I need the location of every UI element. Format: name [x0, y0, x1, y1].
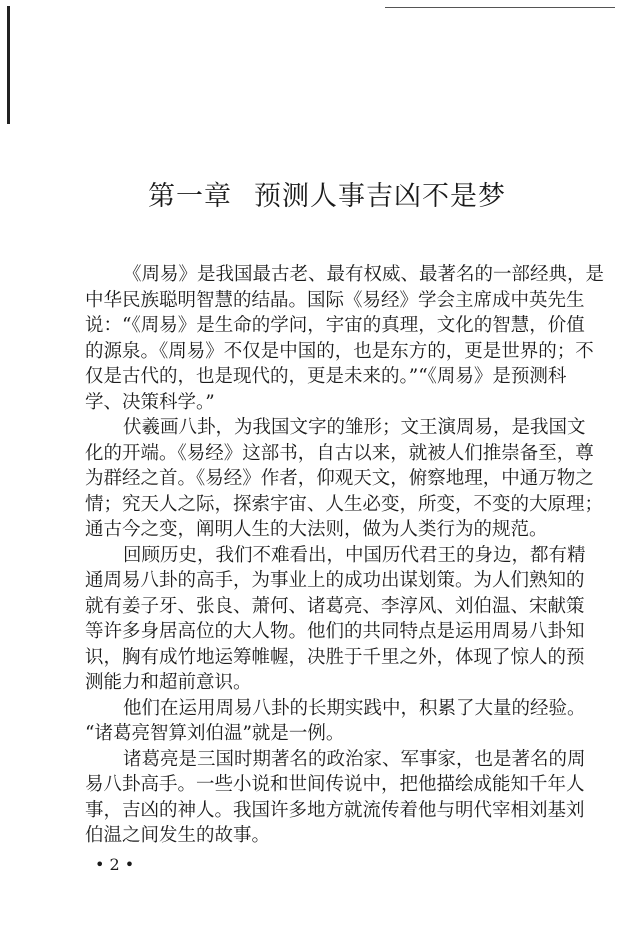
text-line: 就有姜子牙、张良、萧何、诸葛亮、李淳风、刘伯温、宋献策 — [85, 595, 585, 617]
text-line: 通古今之变，阐明人生的大法则，做为人类行为的规范。 — [85, 519, 548, 540]
chapter-title: 预测人事吉凶不是梦 — [254, 181, 506, 212]
text-line: 测能力和超前意识。 — [85, 672, 252, 693]
text-line: 化的开端。《易经》这部书，自古以来，就被人们推崇备至，尊 — [85, 442, 594, 464]
text-line: 说：“《周易》是生命的学问，宇宙的真理，文化的智慧，价值 — [85, 315, 585, 336]
paragraph — [85, 543, 586, 696]
text-line: 中华民族聪明智慧的结晶。国际《易经》学会主席成中英先生 — [85, 289, 585, 311]
text-line: 事，吉凶的神人。我国许多地方就流传着他与明代宰相刘基刘 — [85, 799, 585, 821]
text-line: 《周易》是我国最古老、最有权威、最著名的一部经典，是 — [123, 264, 605, 285]
chapter-heading — [148, 174, 506, 213]
body-text — [85, 262, 605, 849]
paragraph — [85, 747, 586, 849]
text-line: 的源泉。《周易》不仅是中国的，也是东方的，更是世界的；不 — [85, 340, 594, 362]
paragraph — [85, 415, 604, 543]
text-line: “诸葛亮智算刘伯温”就是一例。 — [85, 723, 345, 744]
text-line: 情；究天人之际，探索宇宙、人生必变，所变，不变的大原理； — [85, 493, 604, 515]
text-line: 诸葛亮是三国时期著名的政治家、军事家，也是著名的周 — [123, 748, 586, 770]
text-line: 为群经之首。《易经》作者，仰观天文，俯察地理，中通万物之 — [85, 468, 594, 489]
chapter-number: 第一章 — [148, 181, 232, 212]
text-line: 伯温之间发生的故事。 — [85, 825, 271, 846]
text-line: 等许多身居高位的大人物。他们的共同特点是运用周易八卦知 — [85, 621, 585, 642]
text-line: 回顾历史，我们不难看出，中国历代君王的身边，都有精 — [123, 544, 586, 566]
text-line: 学、决策科学。” — [85, 391, 215, 413]
text-line: 伏羲画八卦，为我国文字的雏形；文王演周易，是我国文 — [123, 417, 586, 438]
text-line: 识，胸有成竹地运筹帷幄，决胜于千里之外，体现了惊人的预 — [85, 646, 585, 668]
text-line: 他们在运用周易八卦的长期实践中，积累了大量的经验。 — [123, 697, 586, 719]
text-line: 通周易八卦的高手，为事业上的成功出谋划策。为人们熟知的 — [85, 570, 585, 591]
text-line: 仅是古代的，也是现代的，更是未来的。”“《周易》是预测科 — [85, 366, 567, 387]
paragraph — [85, 696, 586, 747]
page-number: • 2 • — [95, 855, 135, 874]
text-line: 易八卦高手。一些小说和世间传说中，把他描绘成能知千年人 — [85, 774, 585, 795]
scan-edge-mark — [7, 6, 10, 124]
scan-top-line — [385, 7, 615, 8]
paragraph — [85, 262, 605, 415]
